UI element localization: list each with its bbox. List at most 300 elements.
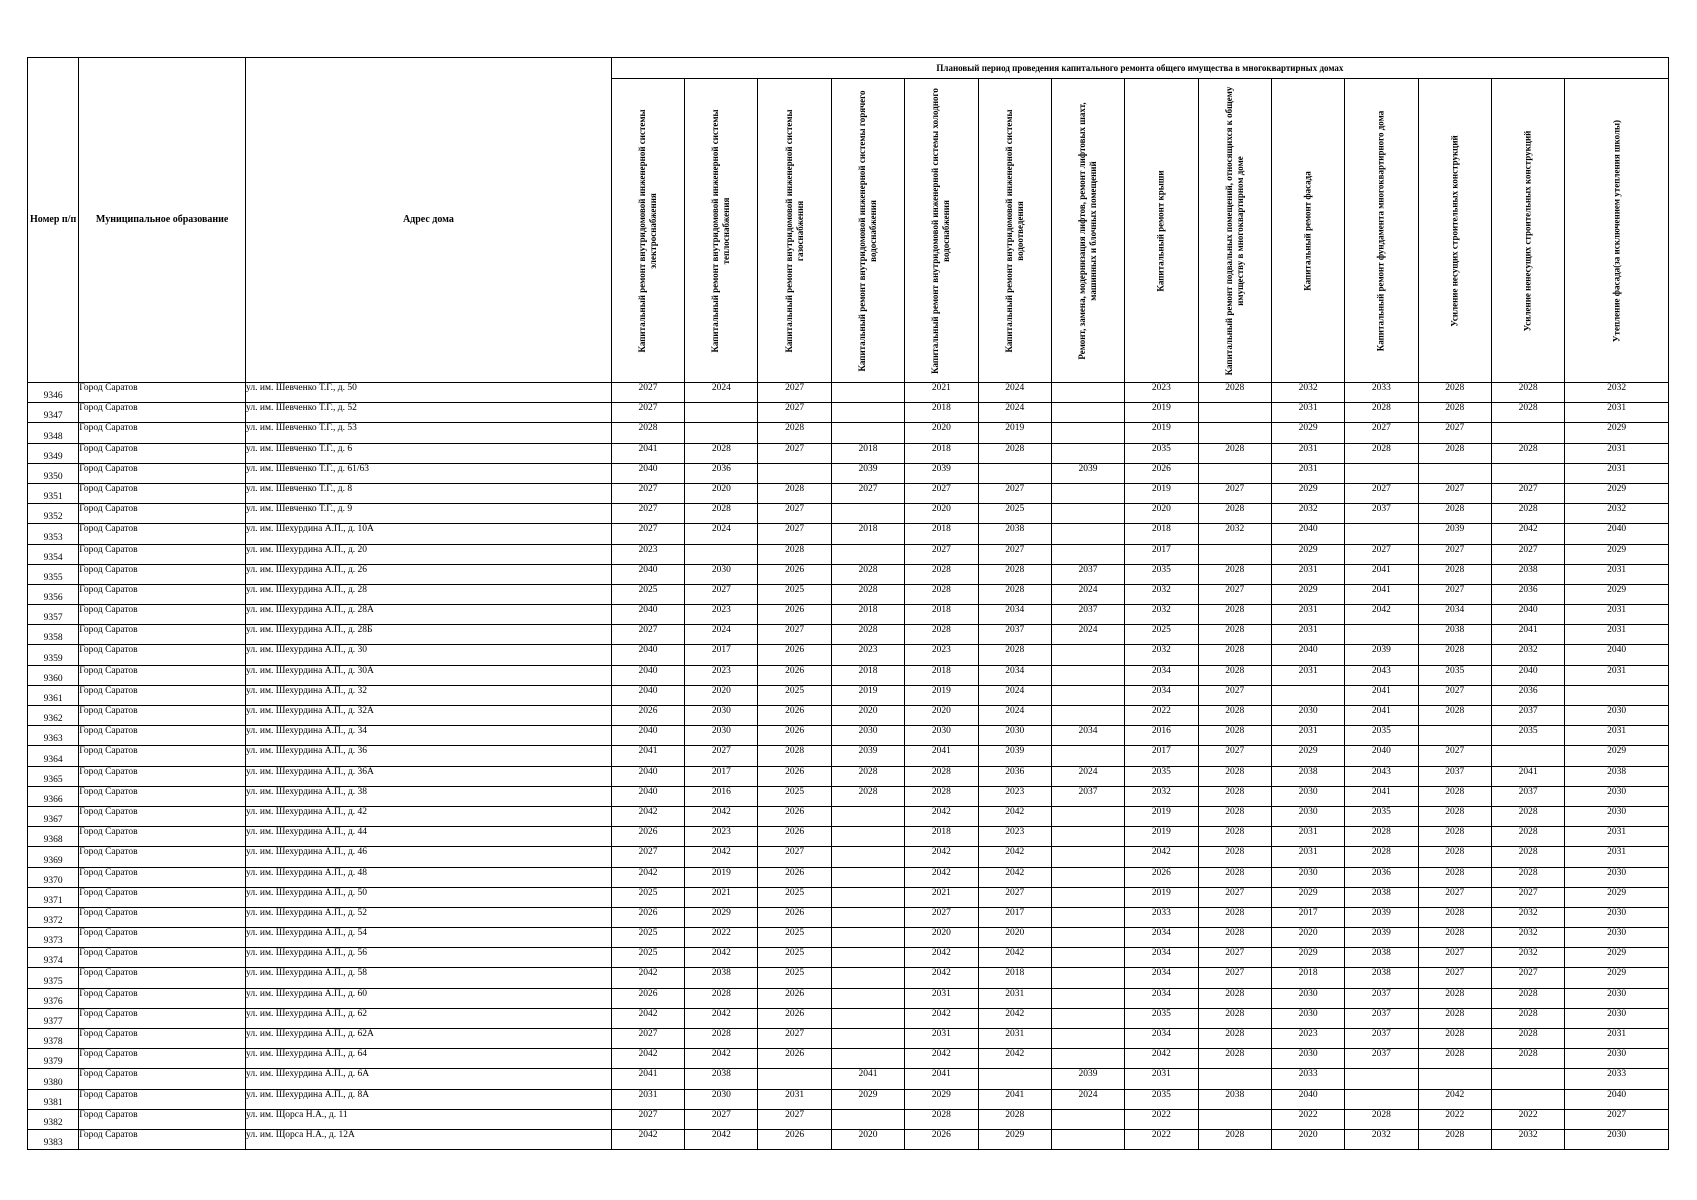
year-cell: 2035 [1418, 665, 1491, 685]
year-cell: 2039 [1418, 524, 1491, 544]
year-cell: 2018 [831, 665, 904, 685]
year-cell: 2018 [978, 968, 1051, 988]
year-cell: 2033 [1565, 1069, 1669, 1089]
year-cell: 2028 [1418, 706, 1491, 726]
year-cell [1198, 544, 1271, 564]
header-column [978, 79, 1051, 383]
year-cell: 2036 [685, 463, 758, 483]
municipality-cell: Город Саратов [79, 766, 246, 786]
year-cell: 2028 [1418, 827, 1491, 847]
year-cell: 2027 [758, 524, 831, 544]
municipality-cell: Город Саратов [79, 806, 246, 826]
year-cell [1345, 463, 1418, 483]
year-cell: 2030 [685, 564, 758, 584]
year-cell: 2040 [1345, 746, 1418, 766]
table-row [28, 665, 1669, 685]
year-cell: 2035 [1491, 726, 1564, 746]
year-cell: 2025 [758, 685, 831, 705]
header-column-label: Капитальный ремонт фундамента многоквартирного дома [1375, 110, 1386, 351]
row-number: 9361 [28, 685, 79, 705]
year-cell: 2037 [1491, 786, 1564, 806]
year-cell: 2027 [1418, 746, 1491, 766]
year-cell: 2020 [685, 483, 758, 503]
year-cell [1051, 988, 1124, 1008]
header-column-label: Капитальный ремонт внутридомовой инженерной системы теплоснабжения [710, 108, 732, 353]
year-cell: 2026 [905, 1129, 978, 1149]
year-cell: 2028 [905, 786, 978, 806]
year-cell: 2028 [978, 584, 1051, 604]
municipality-cell: Город Саратов [79, 907, 246, 927]
year-cell: 2028 [1418, 806, 1491, 826]
year-cell: 2027 [1345, 423, 1418, 443]
table-row [28, 625, 1669, 645]
year-cell: 2037 [1418, 766, 1491, 786]
year-cell: 2039 [1051, 463, 1124, 483]
year-cell: 2030 [831, 726, 904, 746]
municipality-cell: Город Саратов [79, 1049, 246, 1069]
year-cell [685, 423, 758, 443]
table-row [28, 1109, 1669, 1129]
year-cell: 2025 [978, 504, 1051, 524]
year-cell: 2026 [1125, 867, 1198, 887]
year-cell: 2025 [611, 928, 684, 948]
year-cell: 2032 [1271, 504, 1344, 524]
year-cell: 2017 [1271, 907, 1344, 927]
year-cell: 2026 [758, 988, 831, 1008]
year-cell: 2024 [1051, 625, 1124, 645]
address-cell: ул. им. Шехурдина А.П., д. 52 [246, 907, 612, 927]
year-cell: 2027 [1198, 746, 1271, 766]
table-row [28, 443, 1669, 463]
address-cell: ул. им. Шехурдина А.П., д. 54 [246, 928, 612, 948]
year-cell: 2034 [1125, 685, 1198, 705]
address-cell: ул. им. Шехурдина А.П., д. 50 [246, 887, 612, 907]
year-cell: 2018 [905, 827, 978, 847]
header-column-label: Утепление фасада(за исключением утепления школы) [1611, 119, 1622, 342]
year-cell [1565, 685, 1669, 705]
year-cell: 2040 [611, 685, 684, 705]
year-cell [685, 544, 758, 564]
year-cell: 2039 [978, 746, 1051, 766]
municipality-cell: Город Саратов [79, 625, 246, 645]
year-cell: 2027 [1345, 483, 1418, 503]
year-cell: 2038 [1271, 766, 1344, 786]
municipality-cell: Город Саратов [79, 746, 246, 766]
year-cell: 2027 [611, 483, 684, 503]
year-cell [831, 1109, 904, 1129]
year-cell: 2027 [1198, 584, 1271, 604]
year-cell [831, 1029, 904, 1049]
year-cell: 2027 [758, 1109, 831, 1129]
year-cell: 2021 [905, 383, 978, 403]
year-cell: 2023 [1125, 383, 1198, 403]
year-cell [1418, 463, 1491, 483]
year-cell [1345, 1069, 1418, 1089]
year-cell: 2031 [1565, 847, 1669, 867]
year-cell [1051, 685, 1124, 705]
row-number: 9348 [28, 423, 79, 443]
year-cell: 2024 [1051, 584, 1124, 604]
year-cell: 2035 [1125, 766, 1198, 786]
year-cell [1345, 625, 1418, 645]
year-cell: 2023 [978, 827, 1051, 847]
year-cell: 2023 [685, 665, 758, 685]
year-cell: 2039 [831, 463, 904, 483]
year-cell [831, 383, 904, 403]
year-cell: 2026 [758, 827, 831, 847]
year-cell: 2029 [1565, 423, 1669, 443]
year-cell: 2032 [1565, 383, 1669, 403]
year-cell: 2027 [1418, 483, 1491, 503]
municipality-cell: Город Саратов [79, 827, 246, 847]
year-cell: 2029 [1271, 584, 1344, 604]
year-cell: 2036 [1345, 867, 1418, 887]
year-cell: 2028 [1418, 928, 1491, 948]
row-number: 9375 [28, 968, 79, 988]
year-cell: 2024 [1051, 766, 1124, 786]
address-cell: ул. им. Шехурдина А.П., д. 30А [246, 665, 612, 685]
year-cell: 2024 [978, 706, 1051, 726]
year-cell: 2028 [1418, 403, 1491, 423]
header-column-label: Капитальный ремонт фасада [1302, 170, 1313, 291]
address-cell: ул. им. Шехурдина А.П., д. 42 [246, 806, 612, 826]
year-cell: 2040 [611, 786, 684, 806]
year-cell: 2042 [611, 806, 684, 826]
year-cell: 2026 [758, 1008, 831, 1028]
municipality-cell: Город Саратов [79, 948, 246, 968]
year-cell: 2043 [1345, 665, 1418, 685]
municipality-cell: Город Саратов [79, 847, 246, 867]
year-cell: 2028 [1198, 988, 1271, 1008]
header-column [1491, 79, 1564, 383]
year-cell: 2031 [1271, 847, 1344, 867]
municipality-cell: Город Саратов [79, 1029, 246, 1049]
year-cell: 2028 [831, 766, 904, 786]
year-cell: 2031 [1565, 403, 1669, 423]
year-cell: 2028 [1198, 665, 1271, 685]
year-cell: 2024 [978, 403, 1051, 423]
year-cell: 2026 [758, 605, 831, 625]
row-number: 9369 [28, 847, 79, 867]
address-cell: ул. им. Шехурдина А.П., д. 38 [246, 786, 612, 806]
year-cell: 2031 [758, 1089, 831, 1109]
year-cell: 2031 [1565, 625, 1669, 645]
row-number: 9352 [28, 504, 79, 524]
header-column-label: Капитальный ремонт внутридомовой инженерной системы горячего водоснабжения [857, 90, 878, 372]
year-cell: 2029 [978, 1129, 1051, 1149]
year-cell: 2041 [1491, 625, 1564, 645]
header-period: Плановый период проведения капитального ремонта общего имущества в многоквартирных домах [611, 58, 1668, 79]
year-cell [1418, 726, 1491, 746]
year-cell: 2031 [1271, 403, 1344, 423]
year-cell: 2031 [1565, 1029, 1669, 1049]
header-column [1198, 79, 1271, 383]
table-row [28, 1069, 1669, 1089]
year-cell: 2028 [1198, 786, 1271, 806]
year-cell: 2025 [611, 948, 684, 968]
table-row [28, 584, 1669, 604]
row-number: 9359 [28, 645, 79, 665]
year-cell: 2042 [978, 806, 1051, 826]
year-cell: 2017 [978, 907, 1051, 927]
year-cell [1271, 685, 1344, 705]
address-cell: ул. им. Шехурдина А.П., д. 30 [246, 645, 612, 665]
year-cell: 2027 [611, 403, 684, 423]
year-cell [1051, 746, 1124, 766]
table-row [28, 524, 1669, 544]
year-cell: 2037 [1345, 988, 1418, 1008]
year-cell [1198, 403, 1271, 423]
year-cell: 2035 [1125, 1089, 1198, 1109]
year-cell: 2042 [1345, 605, 1418, 625]
table-row [28, 605, 1669, 625]
year-cell [831, 847, 904, 867]
year-cell: 2031 [1271, 463, 1344, 483]
year-cell: 2032 [1271, 383, 1344, 403]
year-cell: 2034 [1125, 928, 1198, 948]
year-cell [831, 867, 904, 887]
year-cell: 2042 [685, 1008, 758, 1028]
year-cell: 2032 [1345, 1129, 1418, 1149]
year-cell: 2029 [1565, 483, 1669, 503]
year-cell: 2040 [1565, 645, 1669, 665]
year-cell [1491, 423, 1564, 443]
year-cell: 2042 [1491, 524, 1564, 544]
year-cell: 2038 [1418, 625, 1491, 645]
year-cell: 2028 [1418, 907, 1491, 927]
row-number: 9362 [28, 706, 79, 726]
year-cell: 2030 [685, 706, 758, 726]
year-cell: 2029 [1565, 887, 1669, 907]
year-cell: 2034 [1125, 988, 1198, 1008]
address-cell: ул. им. Шевченко Т.Г., д. 53 [246, 423, 612, 443]
row-number: 9363 [28, 726, 79, 746]
year-cell: 2031 [1565, 443, 1669, 463]
year-cell: 2023 [611, 544, 684, 564]
year-cell: 2028 [1198, 1129, 1271, 1149]
year-cell: 2037 [1345, 504, 1418, 524]
municipality-cell: Город Саратов [79, 1089, 246, 1109]
year-cell: 2038 [1491, 564, 1564, 584]
year-cell: 2028 [1418, 383, 1491, 403]
year-cell: 2028 [1491, 443, 1564, 463]
year-cell: 2037 [1345, 1008, 1418, 1028]
year-cell: 2041 [905, 1069, 978, 1089]
year-cell: 2025 [758, 968, 831, 988]
year-cell: 2042 [611, 867, 684, 887]
header-column [1125, 79, 1198, 383]
year-cell: 2028 [1418, 504, 1491, 524]
year-cell: 2027 [758, 504, 831, 524]
year-cell: 2041 [1345, 584, 1418, 604]
year-cell: 2041 [905, 746, 978, 766]
year-cell: 2042 [1125, 1049, 1198, 1069]
year-cell: 2030 [1271, 806, 1344, 826]
row-number: 9360 [28, 665, 79, 685]
year-cell: 2038 [1345, 887, 1418, 907]
address-cell: ул. им. Шехурдина А.П., д. 10А [246, 524, 612, 544]
year-cell: 2027 [758, 1029, 831, 1049]
year-cell: 2028 [1198, 907, 1271, 927]
header-column-label: Капитальный ремонт подвальных помещений, относящихся к общему имуществу в многоквартирном доме [1223, 86, 1245, 375]
year-cell: 2020 [1125, 504, 1198, 524]
address-cell: ул. им. Шевченко Т.Г., д. 6 [246, 443, 612, 463]
year-cell: 2034 [1418, 605, 1491, 625]
year-cell: 2028 [758, 483, 831, 503]
year-cell: 2028 [1198, 605, 1271, 625]
year-cell: 2018 [831, 443, 904, 463]
year-cell: 2026 [611, 907, 684, 927]
year-cell: 2024 [685, 383, 758, 403]
municipality-cell: Город Саратов [79, 1109, 246, 1129]
header-column-label: Усиление несущих строительных конструкций [1449, 134, 1460, 327]
address-cell: ул. им. Шевченко Т.Г., д. 50 [246, 383, 612, 403]
year-cell: 2019 [1125, 483, 1198, 503]
year-cell: 2034 [1125, 948, 1198, 968]
year-cell: 2027 [611, 1109, 684, 1129]
municipality-cell: Город Саратов [79, 383, 246, 403]
year-cell: 2032 [1125, 584, 1198, 604]
year-cell: 2043 [1345, 766, 1418, 786]
address-cell: ул. им. Шехурдина А.П., д. 6А [246, 1069, 612, 1089]
year-cell: 2028 [1491, 827, 1564, 847]
year-cell: 2042 [905, 948, 978, 968]
year-cell: 2026 [611, 988, 684, 1008]
year-cell: 2024 [685, 524, 758, 544]
year-cell: 2027 [611, 524, 684, 544]
year-cell: 2028 [685, 1029, 758, 1049]
year-cell: 2028 [1198, 443, 1271, 463]
year-cell: 2019 [1125, 887, 1198, 907]
year-cell: 2028 [1198, 1008, 1271, 1028]
table-row [28, 988, 1669, 1008]
year-cell [1198, 1109, 1271, 1129]
year-cell: 2027 [1565, 1109, 1669, 1129]
year-cell: 2042 [685, 847, 758, 867]
row-number: 9378 [28, 1029, 79, 1049]
row-number: 9376 [28, 988, 79, 1008]
year-cell: 2023 [978, 786, 1051, 806]
year-cell: 2020 [685, 685, 758, 705]
year-cell: 2030 [978, 726, 1051, 746]
address-cell: ул. им. Шевченко Т.Г., д. 8 [246, 483, 612, 503]
year-cell: 2028 [1418, 847, 1491, 867]
table-row [28, 403, 1669, 423]
year-cell: 2021 [685, 887, 758, 907]
year-cell [1491, 463, 1564, 483]
year-cell: 2026 [758, 726, 831, 746]
municipality-cell: Город Саратов [79, 1008, 246, 1028]
table-row [28, 746, 1669, 766]
year-cell: 2030 [685, 726, 758, 746]
municipality-cell: Город Саратов [79, 1069, 246, 1089]
table-row [28, 483, 1669, 503]
year-cell: 2042 [611, 1049, 684, 1069]
year-cell: 2027 [1491, 968, 1564, 988]
year-cell: 2035 [1125, 564, 1198, 584]
year-cell: 2028 [1418, 1008, 1491, 1028]
year-cell: 2032 [1125, 645, 1198, 665]
year-cell: 2028 [905, 564, 978, 584]
address-cell: ул. им. Шехурдина А.П., д. 62А [246, 1029, 612, 1049]
year-cell: 2028 [831, 564, 904, 584]
year-cell: 2028 [1198, 726, 1271, 746]
year-cell: 2028 [1418, 1129, 1491, 1149]
year-cell [1051, 847, 1124, 867]
year-cell: 2027 [758, 443, 831, 463]
table-row [28, 1008, 1669, 1028]
year-cell: 2024 [978, 383, 1051, 403]
capital-repair-table [27, 57, 1669, 1150]
address-cell: ул. им. Шехурдина А.П., д. 60 [246, 988, 612, 1008]
year-cell [831, 544, 904, 564]
year-cell: 2028 [831, 584, 904, 604]
table-row [28, 564, 1669, 584]
year-cell: 2028 [905, 625, 978, 645]
year-cell: 2018 [905, 524, 978, 544]
year-cell [831, 827, 904, 847]
year-cell: 2031 [1271, 665, 1344, 685]
address-cell: ул. им. Шехурдина А.П., д. 46 [246, 847, 612, 867]
year-cell: 2021 [905, 887, 978, 907]
year-cell: 2028 [1491, 806, 1564, 826]
year-cell [1051, 1049, 1124, 1069]
year-cell: 2022 [685, 928, 758, 948]
municipality-cell: Город Саратов [79, 1129, 246, 1149]
year-cell: 2035 [1345, 806, 1418, 826]
header-column [1051, 79, 1124, 383]
year-cell: 2032 [1125, 605, 1198, 625]
year-cell: 2030 [1271, 867, 1344, 887]
year-cell: 2025 [758, 948, 831, 968]
year-cell: 2017 [1125, 544, 1198, 564]
year-cell: 2028 [1345, 827, 1418, 847]
address-cell: ул. им. Шехурдина А.П., д. 58 [246, 968, 612, 988]
year-cell: 2031 [1125, 1069, 1198, 1089]
year-cell: 2031 [1565, 605, 1669, 625]
year-cell: 2034 [1125, 1029, 1198, 1049]
year-cell: 2025 [758, 584, 831, 604]
year-cell: 2029 [1271, 746, 1344, 766]
address-cell: ул. им. Щорса Н.А., д. 11 [246, 1109, 612, 1129]
year-cell: 2025 [611, 584, 684, 604]
year-cell: 2020 [978, 928, 1051, 948]
year-cell: 2028 [1491, 383, 1564, 403]
year-cell [1051, 968, 1124, 988]
year-cell: 2028 [1198, 706, 1271, 726]
header-column-label: Усиление ненесущих строительных конструкций [1522, 130, 1533, 331]
year-cell: 2025 [758, 786, 831, 806]
year-cell: 2027 [611, 383, 684, 403]
year-cell: 2022 [1418, 1109, 1491, 1129]
year-cell: 2035 [1125, 1008, 1198, 1028]
year-cell: 2039 [1345, 645, 1418, 665]
year-cell: 2032 [1565, 504, 1669, 524]
document-page [27, 57, 1669, 1150]
municipality-cell: Город Саратов [79, 443, 246, 463]
year-cell: 2016 [1125, 726, 1198, 746]
address-cell: ул. им. Шевченко Т.Г., д. 61/63 [246, 463, 612, 483]
year-cell: 2034 [1125, 968, 1198, 988]
year-cell: 2039 [905, 463, 978, 483]
year-cell: 2037 [1051, 605, 1124, 625]
year-cell: 2028 [1198, 806, 1271, 826]
year-cell: 2040 [1271, 1089, 1344, 1109]
year-cell: 2032 [1125, 786, 1198, 806]
address-cell: ул. им. Шехурдина А.П., д. 64 [246, 1049, 612, 1069]
year-cell: 2028 [1491, 867, 1564, 887]
year-cell: 2017 [685, 766, 758, 786]
